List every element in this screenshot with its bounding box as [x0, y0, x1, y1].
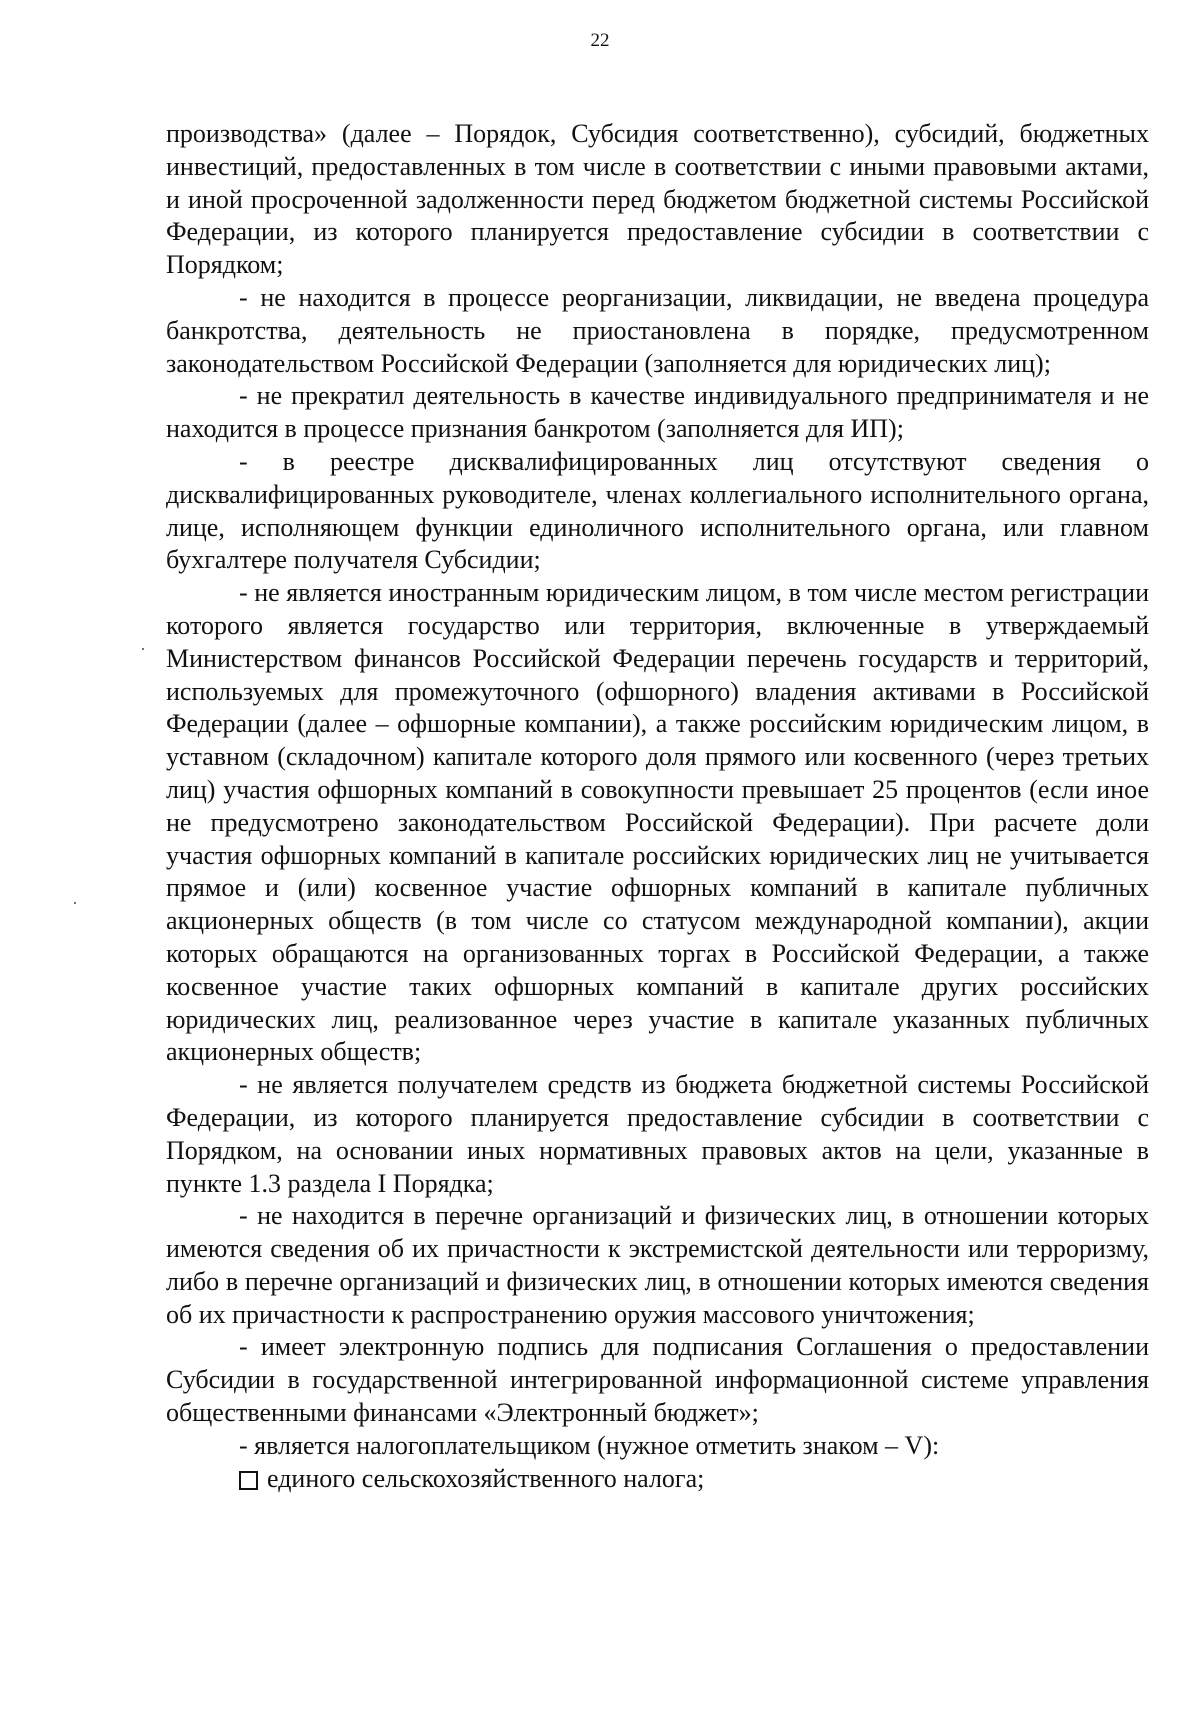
scan-speck [74, 902, 76, 904]
paragraph-electronic-signature: - имеет электронную подпись для подписания Соглашения о предоставлении Субсидии в государственной интегрированной информационной системе управления общественными финансами «Электронный бюджет»; [166, 1332, 1149, 1428]
page-number: 22 [590, 30, 610, 51]
checkbox-icon[interactable] [239, 1471, 258, 1490]
paragraph-not-budget-recipient: - не является получателем средств из бюджета бюджетной системы Российской Федерации, из которого планируется предоставление субсидии в соответствии с Порядком, на основании иных нормативных правовых актов на цели, указанные в пункте 1.3 раздела I Порядка; [166, 1070, 1149, 1198]
paragraph-continuation: производства» (далее – Порядок, Субсидия соответственно), субсидий, бюджетных инвестиций, предоставленных в том числе в соответствии с иными правовыми актами, и иной просроченной задолженности перед бюджетом бюджетной системы Российской Федерации, из которого планируется предоставление субсидии в соответствии с Порядком; [166, 119, 1149, 280]
checkbox-item-agricultural-tax [166, 1463, 1149, 1496]
paragraph-disqualified-registry: - в реестре дисквалифицированных лиц отсутствуют сведения о дисквалифицированных руководителе, членах коллегиального исполнительного органа, лице, исполняющем функции единоличного исполнительного органа, или главном бухгалтере получателя Субсидии; [166, 446, 1149, 575]
paragraph-not-extremist-list: - не находится в перечне организаций и физических лиц, в отношении которых имеются сведения об их причастности к экстремистской деятельности или терроризму, либо в перечне организаций и физических лиц, в отношении которых имеются сведения об их причастности к распространению оружия массового уничтожения; [166, 1201, 1149, 1329]
checkbox-label: единого сельскохозяйственного налога; [267, 1463, 705, 1493]
document-body [166, 118, 1149, 1495]
paragraph-no-reorganization: - не находится в процессе реорганизации, ликвидации, не введена процедура банкротства, деятельность не приостановлена в порядке, предусмотренном законодательством Российской Федерации (заполняется для юридических лиц); [166, 282, 1149, 378]
paragraph-not-foreign-entity: - не является иностранным юридическим лицом, в том числе местом регистрации которого является государство или территория, включенные в утверждаемый Министерством финансов Российской Федерации перечень государств и территорий, используемых для промежуточного (офшорного) владения активами в Российской Федерации (далее – офшорные компании), а также российским юридическим лицом, в уставном (складочном) капитале которого доля прямого или косвенного (через третьих лиц) участия офшорных компаний в совокупности превышает 25 процентов (если иное не предусмотрено законодательством Российской Федерации). При расчете доли участия офшорных компаний в капитале российских юридических лиц не учитывается прямое и (или) косвенное участие офшорных компаний в капитале публичных акционерных обществ (в том числе со статусом международной компании), акции которых обращаются на организованных торгах в Российской Федерации, а также косвенное участие таких офшорных компаний в капитале других российских юридических лиц, реализованное через участие в капитале указанных публичных акционерных обществ; [166, 578, 1149, 1067]
paragraph-taxpayer: - является налогоплательщиком (нужное отметить знаком – V): [239, 1430, 940, 1460]
paragraph-no-bankruptcy-ip: - не прекратил деятельность в качестве индивидуального предпринимателя и не находится в процессе признания банкротом (заполняется для ИП); [166, 381, 1149, 444]
scan-speck [142, 648, 144, 650]
